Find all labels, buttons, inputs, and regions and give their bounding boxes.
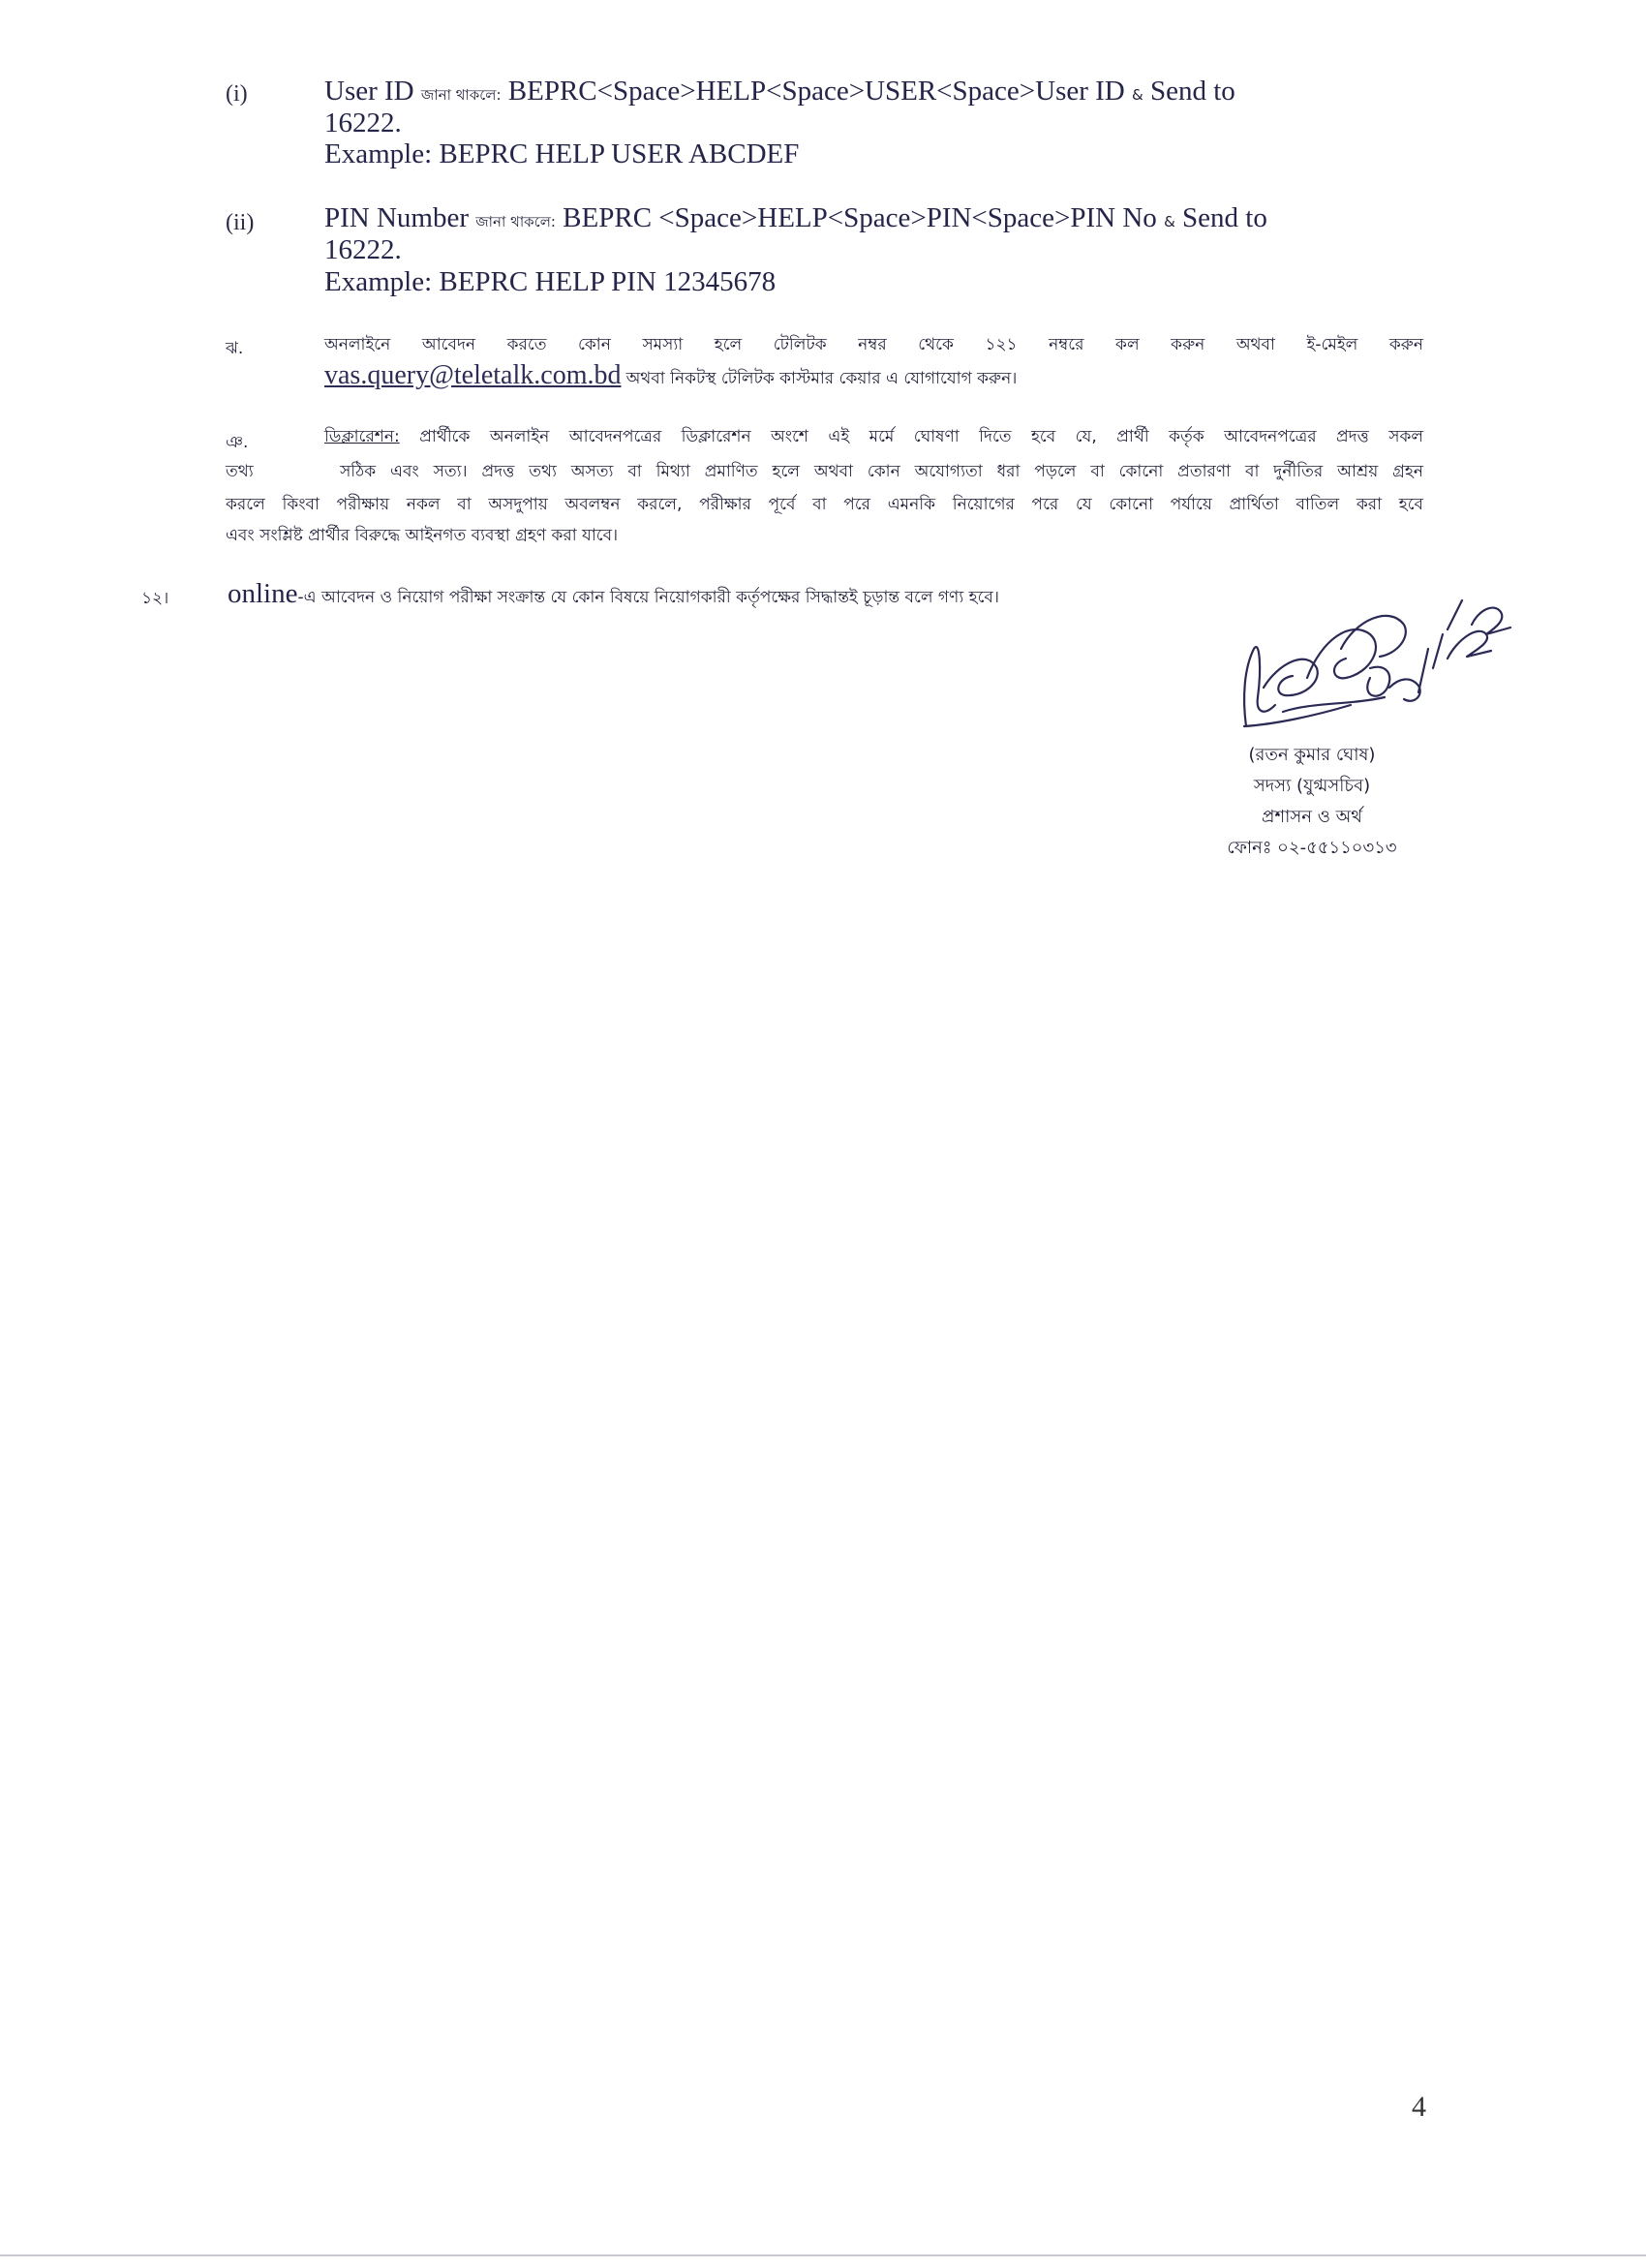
signatory-phone: ফোনঃ ০২-৫৫১১০৩১৩	[1227, 838, 1397, 858]
item-ii-bn-label: জানা থাকলে:	[475, 213, 556, 230]
signatory-name: (রতন কুমার ঘোষ)	[1248, 745, 1376, 765]
item-ii-command: BEPRC <Space>HELP<Space>PIN<Space>PIN No	[563, 202, 1157, 233]
section-nya-line2: তথ্য সঠিক এবং সত্য। প্রদত্ত তথ্য অসত্য বা মিথ্যা প্রমাণিত হলে অথবা কোন অযোগ্যতা ধরা পড়লে বা কোনো প্রতারণা বা দুর্নীতির আশ্রয় গ্রহন	[226, 462, 1423, 481]
item-ii-example: Example: BEPRC HELP PIN 12345678	[324, 266, 777, 297]
item-ii-line2: 16222.	[324, 234, 402, 265]
item-i-bn-label: জানা থাকলে:	[420, 86, 502, 104]
item-ii-prefix: PIN Number	[324, 202, 470, 233]
item-ii-marker: (ii)	[226, 210, 255, 235]
section-jha-line1: অনলাইনে আবেদন করতে কোন সমস্যা হলে টেলিটক নম্বর থেকে ১২১ নম্বরে কল করুন অথবা ই-মেইল করুন	[324, 335, 1423, 354]
item-ii-line1	[324, 202, 1423, 237]
section-12-text	[228, 578, 999, 612]
declaration-heading: ডিক্লারেশন:	[324, 427, 400, 446]
item-i-tail: Send to	[1149, 76, 1235, 107]
section-jha-line2-text: অথবা নিকটস্থ টেলিটক কাস্টমার কেয়ার এ যোগাযোগ করুন।	[625, 369, 1018, 388]
handwritten-signature	[1225, 581, 1515, 746]
signatory-designation: সদস্য (যুগ্মসচিব)	[1253, 776, 1371, 796]
support-email-link[interactable]: vas.query@teletalk.com.bd	[324, 360, 622, 390]
section-jha-marker: ঝ.	[226, 339, 244, 358]
item-i-example: Example: BEPRC HELP USER ABCDEF	[324, 138, 800, 169]
signatory-department: প্রশাসন ও অর্থ	[1262, 807, 1362, 827]
item-i-line1	[324, 76, 1423, 110]
online-word: online	[228, 578, 298, 609]
item-i-amp: &	[1131, 86, 1143, 104]
section-nya-line1	[324, 424, 1423, 451]
section-12-body: -এ আবেদন ও নিয়োগ পরীক্ষা সংক্রান্ত যে কোন বিষয়ে নিয়োগকারী কর্তৃপক্ষের সিদ্ধান্তই চূড়ান্ত বলে গণ্য হবে।	[297, 588, 999, 607]
section-nya-marker: ঞ.	[226, 433, 249, 452]
section-nya-line3: করলে কিংবা পরীক্ষায় নকল বা অসদুপায় অবলম্বন করলে, পরীক্ষার পূর্বে বা পরে এমনকি নিয়োগের পরে যে কোনো পর্যায়ে প্রার্থিতা বাতিল করা হবে	[226, 495, 1423, 514]
section-12-marker: ১২।	[141, 589, 169, 608]
section-nya-line4: এবং সংশ্লিষ্ট প্রার্থীর বিরুদ্ধে আইনগত ব্যবস্থা গ্রহণ করা যাবে।	[226, 526, 619, 545]
item-i-line2: 16222.	[324, 107, 402, 138]
item-i-prefix: User ID	[324, 76, 414, 107]
item-ii-amp: &	[1164, 213, 1175, 230]
section-jha-line2	[324, 360, 1017, 393]
page-number: 4	[1412, 2091, 1426, 2123]
item-i-marker: (i)	[226, 81, 248, 107]
item-i-command: BEPRC<Space>HELP<Space>USER<Space>User ID	[507, 76, 1125, 107]
item-ii-tail: Send to	[1182, 202, 1267, 233]
section-nya-line1-text: প্রার্থীকে অনলাইন আবেদনপত্রের ডিক্লারেশন অংশে এই মর্মে ঘোষণা দিতে হবে যে, প্রার্থী কর্তৃক আবেদনপত্রের প্রদত্ত সকল	[419, 427, 1424, 446]
scan-edge-line	[0, 2254, 1646, 2256]
